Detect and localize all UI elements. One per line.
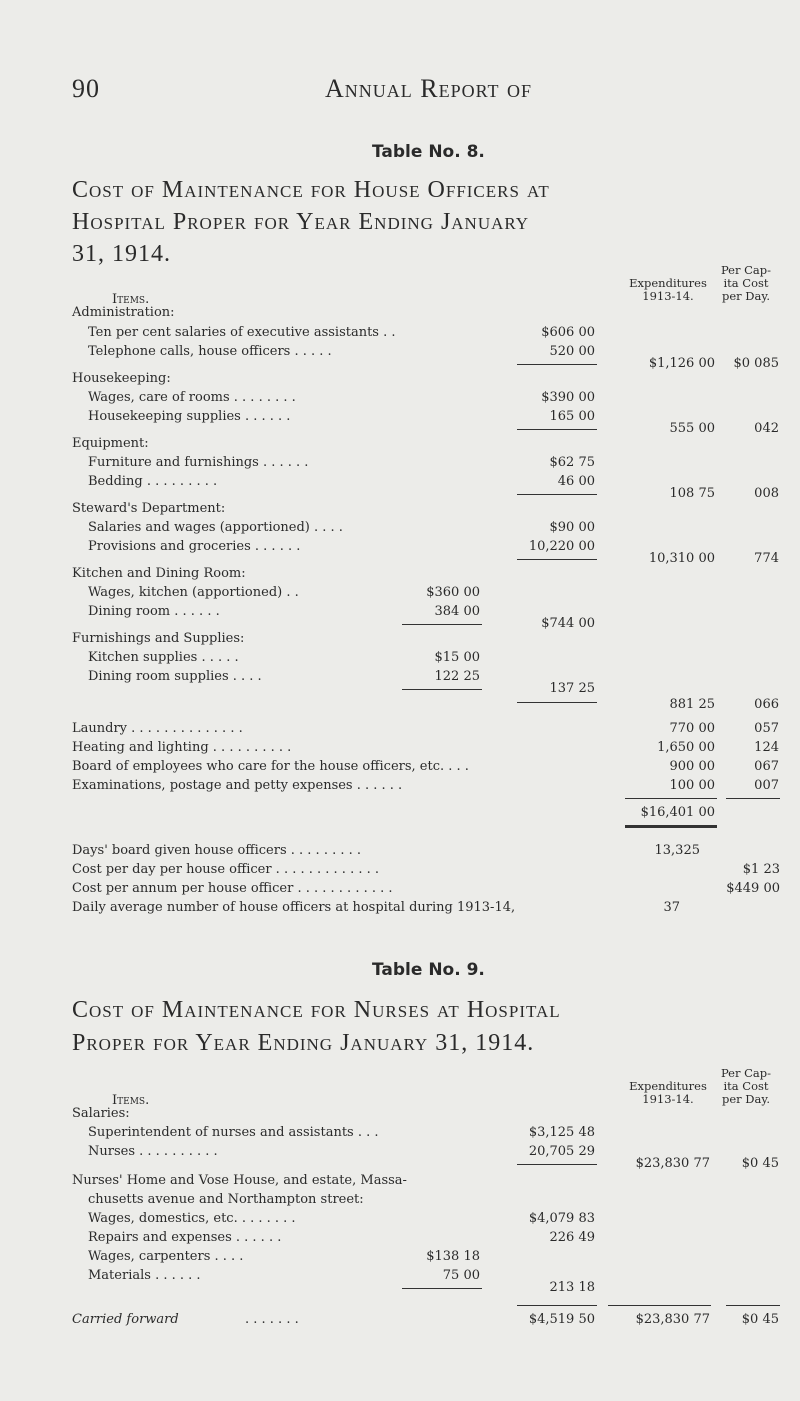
row-materials: Materials . . . . . .	[88, 1268, 201, 1283]
row-furniture: Furniture and furnishings . . . . . .	[88, 455, 309, 470]
furnishings-subtotal: 137 25	[549, 681, 595, 696]
rule	[726, 798, 780, 799]
carried-forward-leader: . . . . . . .	[245, 1312, 299, 1327]
row-dining-room: Dining room . . . . . .	[88, 604, 220, 619]
stat-days-board-value: 13,325	[654, 843, 700, 858]
row-superintendent: Superintendent of nurses and assistants . . .	[88, 1125, 379, 1140]
row-bedding: Bedding . . . . . . . . .	[88, 474, 218, 489]
table-9-title-line-2: Proper for Year Ending January 31, 1914.	[72, 1030, 535, 1056]
row-carpenter-wages: Wages, carpenters . . . .	[88, 1249, 244, 1264]
row-board-of-employees-amount: 900 00	[669, 759, 715, 774]
table-8-items-header: Items.	[112, 292, 150, 307]
row-provisions-amount: 10,220 00	[528, 539, 595, 554]
nurses-home-heading-line-1: Nurses' Home and Vose House, and estate, Massa-	[72, 1173, 407, 1188]
row-executive-assistants: Ten per cent salaries of executive assistants . .	[88, 325, 396, 340]
row-steward-salaries-amount: $90 00	[549, 520, 595, 535]
rule	[517, 364, 597, 365]
expenditures-header-line-2: 1913-14.	[642, 1092, 694, 1106]
row-carpenter-wages-amount: $138 18	[426, 1249, 480, 1264]
table-8-title-line-2: Hospital Proper for Year Ending January	[72, 209, 530, 235]
row-dining-supplies-amount: 122 25	[434, 669, 480, 684]
row-heating: Heating and lighting . . . . . . . . . .	[72, 740, 292, 755]
expenditures-header-line-2: 1913-14.	[642, 289, 694, 303]
rule	[402, 1288, 482, 1289]
carried-forward-per-capita: $0 45	[741, 1312, 779, 1327]
row-care-of-rooms-amount: $390 00	[541, 390, 595, 405]
row-nurses: Nurses . . . . . . . . . .	[88, 1144, 218, 1159]
row-heating-amount: 1,650 00	[657, 740, 715, 755]
rule	[625, 798, 717, 799]
double-rule	[625, 825, 717, 828]
expenditures-header-line-1: Expenditures	[629, 1079, 707, 1093]
equipment-total: 108 75	[669, 486, 715, 501]
row-kitchen-wages-amount: $360 00	[426, 585, 480, 600]
rule	[517, 429, 597, 430]
row-examinations: Examinations, postage and petty expenses . . . . . .	[72, 778, 403, 793]
salaries-heading: Salaries:	[72, 1106, 130, 1121]
carried-forward-amount: $4,519 50	[528, 1312, 595, 1327]
rule	[517, 1305, 597, 1306]
rule	[517, 494, 597, 495]
stat-cost-per-day-value: $1 23	[742, 862, 780, 877]
table-8-title-line-1: Cost of Maintenance for House Officers at	[72, 177, 550, 203]
housekeeping-heading: Housekeeping:	[72, 371, 171, 386]
administration-heading: Administration:	[72, 305, 175, 320]
carried-forward-label: Carried forward	[72, 1312, 179, 1327]
rule	[517, 702, 597, 703]
table-9-per-capita-header	[712, 1067, 780, 1106]
nurses-home-heading-line-2: chusetts avenue and Northampton street:	[88, 1192, 364, 1207]
row-examinations-per-capita: 007	[754, 778, 779, 793]
table-8-title-line-3: 31, 1914.	[72, 241, 171, 267]
per-capita-header-line-1: Per Cap-	[720, 263, 772, 277]
row-telephone-calls: Telephone calls, house officers . . . . .	[88, 344, 332, 359]
rule	[517, 559, 597, 560]
row-provisions: Provisions and groceries . . . . . .	[88, 539, 301, 554]
row-nurses-amount: 20,705 29	[528, 1144, 595, 1159]
carpenters-materials-subtotal: 213 18	[549, 1280, 595, 1295]
salaries-per-capita: $0 45	[741, 1156, 779, 1171]
per-capita-header-line-3: per Day.	[721, 1092, 771, 1106]
per-capita-header-line-3: per Day.	[721, 289, 771, 303]
per-capita-header-line-1: Per Cap-	[720, 1066, 772, 1080]
row-executive-assistants-amount: $606 00	[541, 325, 595, 340]
stat-cost-per-annum: Cost per annum per house officer . . . . . . . . . . . .	[72, 881, 393, 896]
row-kitchen-supplies: Kitchen supplies . . . . .	[88, 650, 239, 665]
row-board-of-employees: Board of employees who care for the house officers, etc. . . .	[72, 759, 469, 774]
row-dining-supplies: Dining room supplies . . . .	[88, 669, 262, 684]
housekeeping-per-capita: 042	[754, 421, 779, 436]
steward-total: 10,310 00	[648, 551, 715, 566]
stat-daily-average: Daily average number of house officers at hospital during 1913-14,	[72, 900, 516, 915]
page-number: 90	[72, 74, 100, 103]
table-8-per-capita-header	[712, 264, 780, 303]
stat-cost-per-day: Cost per day per house officer . . . . . . . . . . . . .	[72, 862, 379, 877]
steward-heading: Steward's Department:	[72, 501, 226, 516]
row-furniture-amount: $62 75	[549, 455, 595, 470]
rule	[608, 1305, 711, 1306]
row-care-of-rooms: Wages, care of rooms . . . . . . . .	[88, 390, 296, 405]
row-steward-salaries: Salaries and wages (apportioned) . . . .	[88, 520, 343, 535]
equipment-per-capita: 008	[754, 486, 779, 501]
row-materials-amount: 75 00	[442, 1268, 480, 1283]
administration-per-capita: $0 085	[733, 356, 779, 371]
row-dining-room-amount: 384 00	[434, 604, 480, 619]
kitchen-heading: Kitchen and Dining Room:	[72, 566, 246, 581]
rule	[402, 689, 482, 690]
per-capita-header-line-2: ita Cost	[723, 1079, 769, 1093]
rule	[517, 1164, 597, 1165]
furnishings-heading: Furnishings and Supplies:	[72, 631, 245, 646]
stat-cost-per-annum-value: $449 00	[726, 881, 780, 896]
row-repairs: Repairs and expenses . . . . . .	[88, 1230, 282, 1245]
row-kitchen-supplies-amount: $15 00	[434, 650, 480, 665]
kitchen-dining-subtotal: $744 00	[541, 616, 595, 631]
table-9-title-line-1: Cost of Maintenance for Nurses at Hospital	[72, 997, 561, 1023]
row-domestic-wages: Wages, domestics, etc. . . . . . . .	[88, 1211, 296, 1226]
kitchen-total: 881 25	[669, 697, 715, 712]
row-housekeeping-supplies-amount: 165 00	[549, 409, 595, 424]
stat-days-board: Days' board given house officers . . . . . . . . .	[72, 843, 362, 858]
equipment-heading: Equipment:	[72, 436, 149, 451]
table-8-grand-total: $16,401 00	[640, 805, 715, 820]
rule	[402, 624, 482, 625]
per-capita-header-line-2: ita Cost	[723, 276, 769, 290]
expenditures-header-line-1: Expenditures	[629, 276, 707, 290]
row-laundry: Laundry . . . . . . . . . . . . . .	[72, 721, 243, 736]
row-housekeeping-supplies: Housekeeping supplies . . . . . .	[88, 409, 291, 424]
row-heating-per-capita: 124	[754, 740, 779, 755]
housekeeping-total: 555 00	[669, 421, 715, 436]
table-8-expenditures-header	[618, 277, 718, 303]
steward-per-capita: 774	[754, 551, 779, 566]
table-8-label: Table No. 8.	[372, 142, 485, 162]
row-kitchen-wages: Wages, kitchen (apportioned) . .	[88, 585, 299, 600]
table-9-label: Table No. 9.	[372, 960, 485, 980]
row-telephone-calls-amount: 520 00	[549, 344, 595, 359]
table-9-items-header: Items.	[112, 1093, 150, 1108]
kitchen-per-capita: 066	[754, 697, 779, 712]
row-repairs-amount: 226 49	[549, 1230, 595, 1245]
rule	[726, 1305, 780, 1306]
administration-total: $1,126 00	[648, 356, 715, 371]
row-domestic-wages-amount: $4,079 83	[528, 1211, 595, 1226]
table-9-expenditures-header	[618, 1080, 718, 1106]
row-laundry-amount: 770 00	[669, 721, 715, 736]
row-board-of-employees-per-capita: 067	[754, 759, 779, 774]
running-head: Annual Report of	[325, 74, 533, 103]
row-superintendent-amount: $3,125 48	[528, 1125, 595, 1140]
row-bedding-amount: 46 00	[557, 474, 595, 489]
stat-daily-average-value: 37	[663, 900, 680, 915]
carried-forward-expenditures: $23,830 77	[635, 1312, 710, 1327]
row-examinations-amount: 100 00	[669, 778, 715, 793]
salaries-total: $23,830 77	[635, 1156, 710, 1171]
row-laundry-per-capita: 057	[754, 721, 779, 736]
